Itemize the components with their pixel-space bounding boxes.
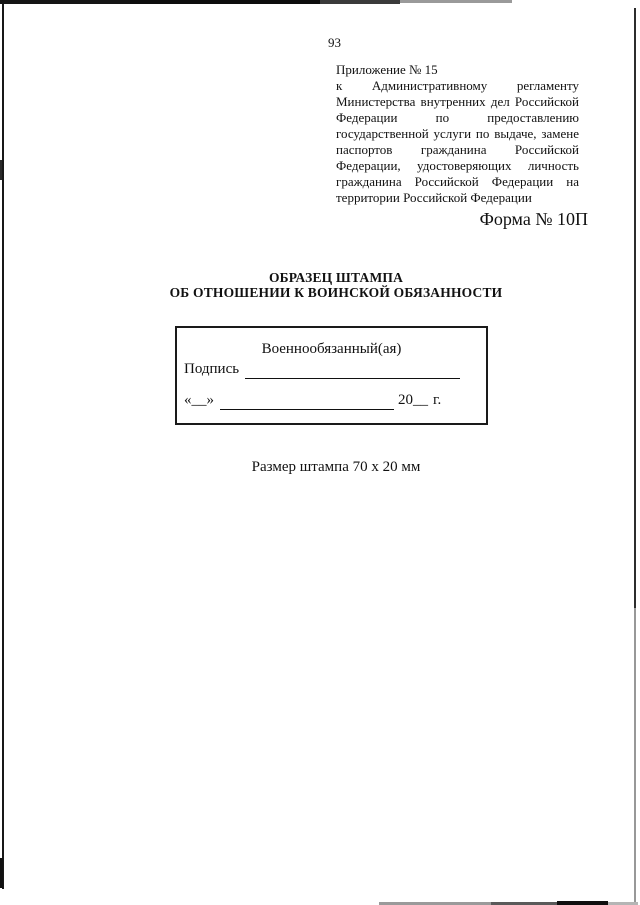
appendix-line: территории Российской Федерации [336,190,532,205]
stamp-size-caption: Размер штампа 70 x 20 мм [251,459,421,475]
appendix-line: Федерации по предоставлению [336,110,579,125]
document-title-line2: ОБ ОТНОШЕНИИ К ВОИНСКОЙ ОБЯЗАННОСТИ [169,284,503,300]
stamp-role-label: Военнообязанный(ая) [261,341,402,357]
signature-blank-line [245,360,460,379]
date-day-quotes: «__» [184,392,214,408]
scan-edge-bottom-black [557,901,608,905]
page-number: 93 [328,35,341,50]
appendix-line: к Административному регламенту [336,78,579,93]
appendix-line: Приложение № 15 [336,62,438,77]
form-number-label: Форма № 10П [479,209,588,229]
stamp-signature-row [184,360,472,379]
stamp-sample-box [175,326,488,425]
document-title [36,271,636,300]
appendix-line: гражданина Российской Федерации на [336,174,579,189]
signature-label: Подпись [184,361,240,377]
scan-edge-right-line-top [634,8,636,608]
year-suffix: г. [433,392,442,408]
stamp-date-row [184,391,472,410]
year-label: 20__ [398,392,428,408]
appendix-line: Федерации, удостоверяющих личность [336,158,579,173]
scan-edge-top-darkgray [320,0,400,4]
scan-edge-top-black [130,0,320,4]
scan-edge-left-line [2,4,4,889]
document-title-line1: ОБРАЗЕЦ ШТАМПА [268,270,404,285]
appendix-line: Министерства внутренних дел Российской [336,94,579,109]
scan-edge-left-tick [0,160,2,180]
scan-edge-right-line-bottom [634,608,636,905]
appendix-line: государственной услуги по выдаче, замене [336,126,579,141]
date-blank-line [220,391,394,410]
appendix-reference-block [336,62,579,206]
scan-edge-top-dark [0,0,130,4]
scan-edge-left-bottom-tick [0,858,3,888]
scan-edge-top-gray [400,0,512,3]
appendix-line: паспортов гражданина Российской [336,142,579,157]
